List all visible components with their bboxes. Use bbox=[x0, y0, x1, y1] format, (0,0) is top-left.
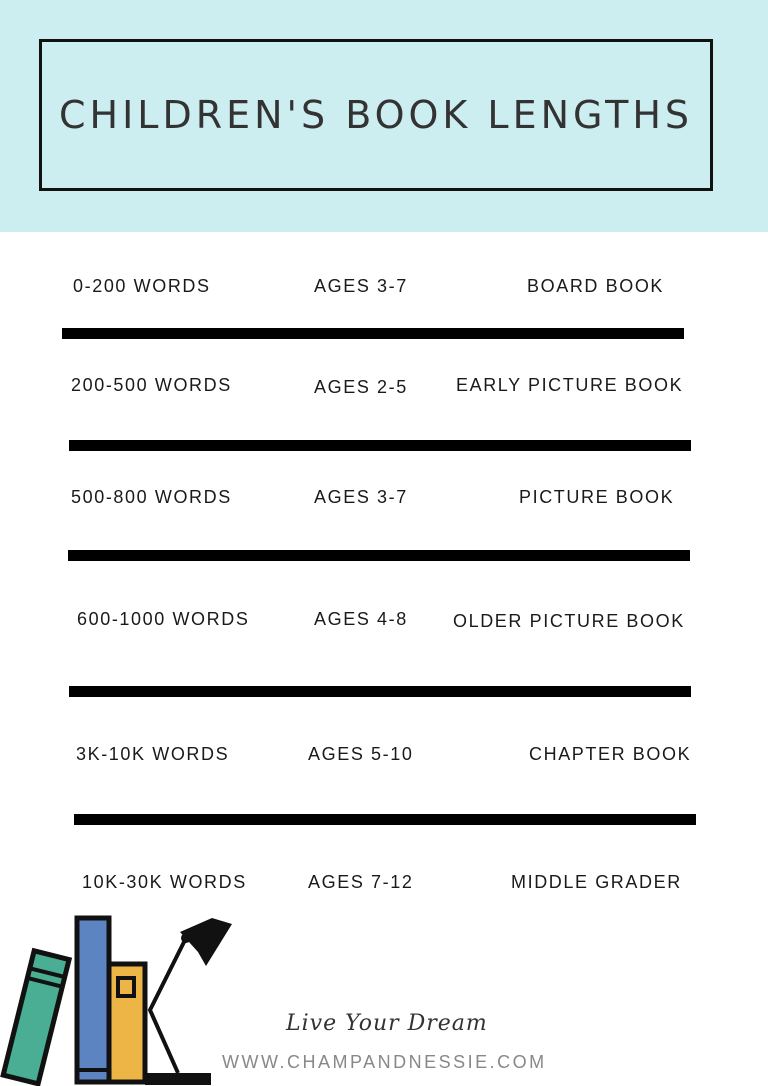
row-book-type: PICTURE BOOK bbox=[519, 487, 675, 507]
row-ages: AGES 4-8 bbox=[314, 609, 408, 629]
page-title: CHILDREN'S BOOK LENGTHS bbox=[58, 93, 694, 137]
books-illustration bbox=[0, 910, 250, 1086]
row-ages: AGES 2-5 bbox=[314, 377, 408, 397]
divider bbox=[74, 814, 696, 825]
row-book-type: OLDER PICTURE BOOK bbox=[453, 611, 685, 631]
row-book-type: EARLY PICTURE BOOK bbox=[456, 375, 684, 395]
row-words: 500-800 WORDS bbox=[71, 487, 232, 507]
divider bbox=[68, 550, 690, 561]
row-book-type: CHAPTER BOOK bbox=[529, 744, 692, 764]
desk-lamp-icon bbox=[150, 918, 232, 1073]
row-words: 10K-30K WORDS bbox=[82, 872, 247, 892]
website-url[interactable]: WWW.CHAMPANDNESSIE.COM bbox=[222, 1052, 547, 1072]
row-words: 0-200 WORDS bbox=[73, 276, 211, 296]
books-icon bbox=[3, 918, 211, 1085]
divider bbox=[69, 686, 691, 697]
row-words: 600-1000 WORDS bbox=[77, 609, 250, 629]
row-book-type: MIDDLE GRADER bbox=[511, 872, 682, 892]
row-ages: AGES 7-12 bbox=[308, 872, 414, 892]
title-box bbox=[39, 39, 713, 191]
row-book-type: BOARD BOOK bbox=[527, 276, 665, 296]
tagline: Live Your Dream bbox=[286, 1011, 488, 1036]
row-ages: AGES 3-7 bbox=[314, 276, 408, 296]
row-words: 200-500 WORDS bbox=[71, 375, 232, 395]
row-ages: AGES 3-7 bbox=[314, 487, 408, 507]
row-ages: AGES 5-10 bbox=[308, 744, 414, 764]
divider bbox=[62, 328, 684, 339]
row-words: 3K-10K WORDS bbox=[76, 744, 230, 764]
header-band bbox=[0, 0, 768, 232]
divider bbox=[69, 440, 691, 451]
